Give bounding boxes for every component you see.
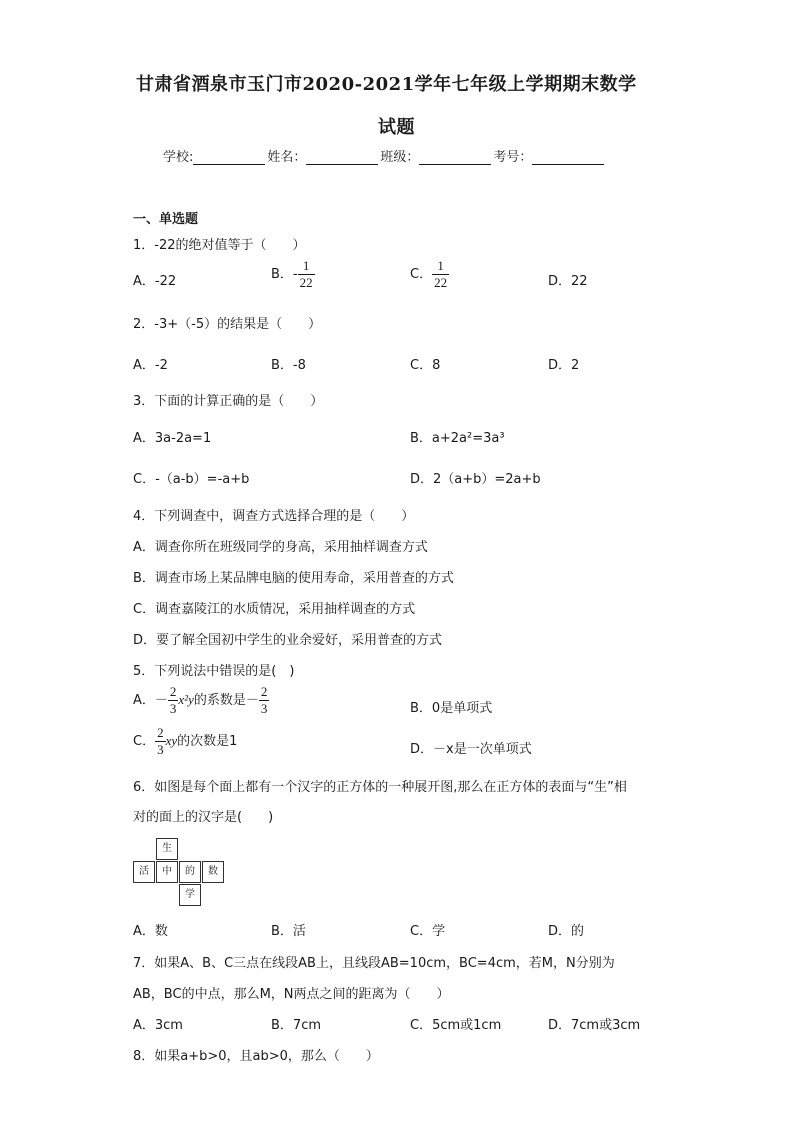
numerator: 2 xyxy=(157,725,164,740)
question-5-option-b: B．0是单项式 xyxy=(410,701,493,716)
net-cell-top: 生 xyxy=(156,838,178,860)
student-info-line xyxy=(163,146,606,165)
denominator: 22 xyxy=(434,275,448,290)
option-c-text: 的次数是1 xyxy=(177,734,238,749)
question-6-stem-line2: 对的面上的汉字是( ) xyxy=(133,810,274,825)
question-3-stem: 3．下面的计算正确的是（ ） xyxy=(133,394,324,409)
school-blank xyxy=(193,150,265,165)
question-3-option-a: A．3a-2a=1 xyxy=(133,431,212,446)
question-2-option-b: B．-8 xyxy=(271,358,306,373)
option-a-prefix: A．－ xyxy=(133,693,168,708)
denominator: 3 xyxy=(157,742,164,757)
numerator: 1 xyxy=(298,258,315,275)
name-blank xyxy=(306,150,378,165)
school-label: 学校: xyxy=(163,150,194,165)
math-term: xy xyxy=(165,733,178,748)
question-2-option-a: A．-2 xyxy=(133,358,168,373)
net-cell-2: 中 xyxy=(156,861,178,883)
question-5-option-a xyxy=(133,684,269,717)
fraction xyxy=(298,258,315,291)
option-a-text: 的系数是－ xyxy=(193,693,259,708)
question-7-option-a: A．3cm xyxy=(133,1018,183,1033)
question-5-option-d: D．－x是一次单项式 xyxy=(410,742,532,757)
question-6-option-d: D．的 xyxy=(548,924,585,939)
net-cell-3: 的 xyxy=(179,861,201,883)
question-1-option-a: A．-22 xyxy=(133,274,177,289)
question-1-option-b xyxy=(271,258,315,291)
option-c-prefix: C． xyxy=(133,734,156,749)
question-1-option-c xyxy=(410,258,449,291)
question-4-stem: 4．下列调查中，调查方式选择合理的是（ ） xyxy=(133,509,415,524)
option-c-prefix: C． xyxy=(410,267,433,282)
fraction xyxy=(432,258,449,291)
question-6-option-c: C．学 xyxy=(410,924,446,939)
denominator: 3 xyxy=(260,701,268,716)
question-7-stem-line2: AB，BC的中点，那么M，N两点之间的距离为（ ） xyxy=(133,987,450,1002)
question-4-option-a: A．调查你所在班级同学的身高，采用抽样调查方式 xyxy=(133,540,428,555)
question-7-option-d: D．7cm或3cm xyxy=(548,1018,641,1033)
question-2-option-c: C．8 xyxy=(410,358,441,373)
question-6-option-b: B．活 xyxy=(271,924,306,939)
net-cell-bottom: 学 xyxy=(179,884,201,906)
fraction xyxy=(168,684,179,717)
name-label: 姓名： xyxy=(267,150,307,165)
number-blank xyxy=(532,150,604,165)
question-4-option-c: C．调查嘉陵江的水质情况，采用抽样调查的方式 xyxy=(133,602,416,617)
net-cell-1: 活 xyxy=(133,861,155,883)
question-4-option-d: D．要了解全国初中学生的业余爱好，采用普查的方式 xyxy=(133,633,443,648)
question-4-option-b: B．调查市场上某品牌电脑的使用寿命，采用普查的方式 xyxy=(133,571,454,586)
class-blank xyxy=(419,150,491,165)
question-1-option-d: D．22 xyxy=(548,274,588,289)
cube-net-figure xyxy=(133,838,225,906)
question-3-option-b: B．a+2a²=3a³ xyxy=(410,431,505,446)
question-2-option-d: D．2 xyxy=(548,358,580,373)
question-8-stem: 8．如果a+b>0，且ab>0，那么（ ） xyxy=(133,1049,379,1064)
question-1-stem: 1．-22的绝对值等于（ ） xyxy=(133,238,306,253)
numerator: 2 xyxy=(169,684,177,699)
fraction xyxy=(259,684,270,717)
question-7-stem-line1: 7．如果A、B、C三点在线段AB上，且线段AB=10cm，BC=4cm，若M，N分别为 xyxy=(133,956,615,971)
question-5-stem: 5．下列说法中错误的是( ) xyxy=(133,664,295,679)
page-title-line2: 试题 xyxy=(378,117,415,138)
section-heading: 一、单选题 xyxy=(133,212,199,227)
question-3-option-c: C．-（a-b）=-a+b xyxy=(133,472,250,487)
net-cell-4: 数 xyxy=(202,861,224,883)
denominator: 3 xyxy=(169,701,177,716)
question-7-option-c: C．5cm或1cm xyxy=(410,1018,502,1033)
math-term: x²y xyxy=(178,692,194,707)
question-6-option-a: A．数 xyxy=(133,924,168,939)
option-b-prefix: B．- xyxy=(271,267,298,282)
question-6-stem-line1: 6．如图是每个面上都有一个汉字的正方体的一种展开图,那么在正方体的表面与“生”相 xyxy=(133,780,627,795)
question-2-stem: 2．-3+（-5）的结果是（ ） xyxy=(133,317,322,332)
numerator: 2 xyxy=(260,684,268,699)
question-5-option-c xyxy=(133,725,237,758)
fraction xyxy=(155,725,166,758)
numerator: 1 xyxy=(432,258,449,275)
page-title: 甘肃省酒泉市玉门市2020-2021学年七年级上学期期末数学 xyxy=(136,74,637,95)
denominator: 22 xyxy=(299,275,313,290)
question-7-option-b: B．7cm xyxy=(271,1018,322,1033)
question-3-option-d: D．2（a+b）=2a+b xyxy=(410,472,541,487)
number-label: 考号： xyxy=(493,150,533,165)
class-label: 班级： xyxy=(380,150,420,165)
